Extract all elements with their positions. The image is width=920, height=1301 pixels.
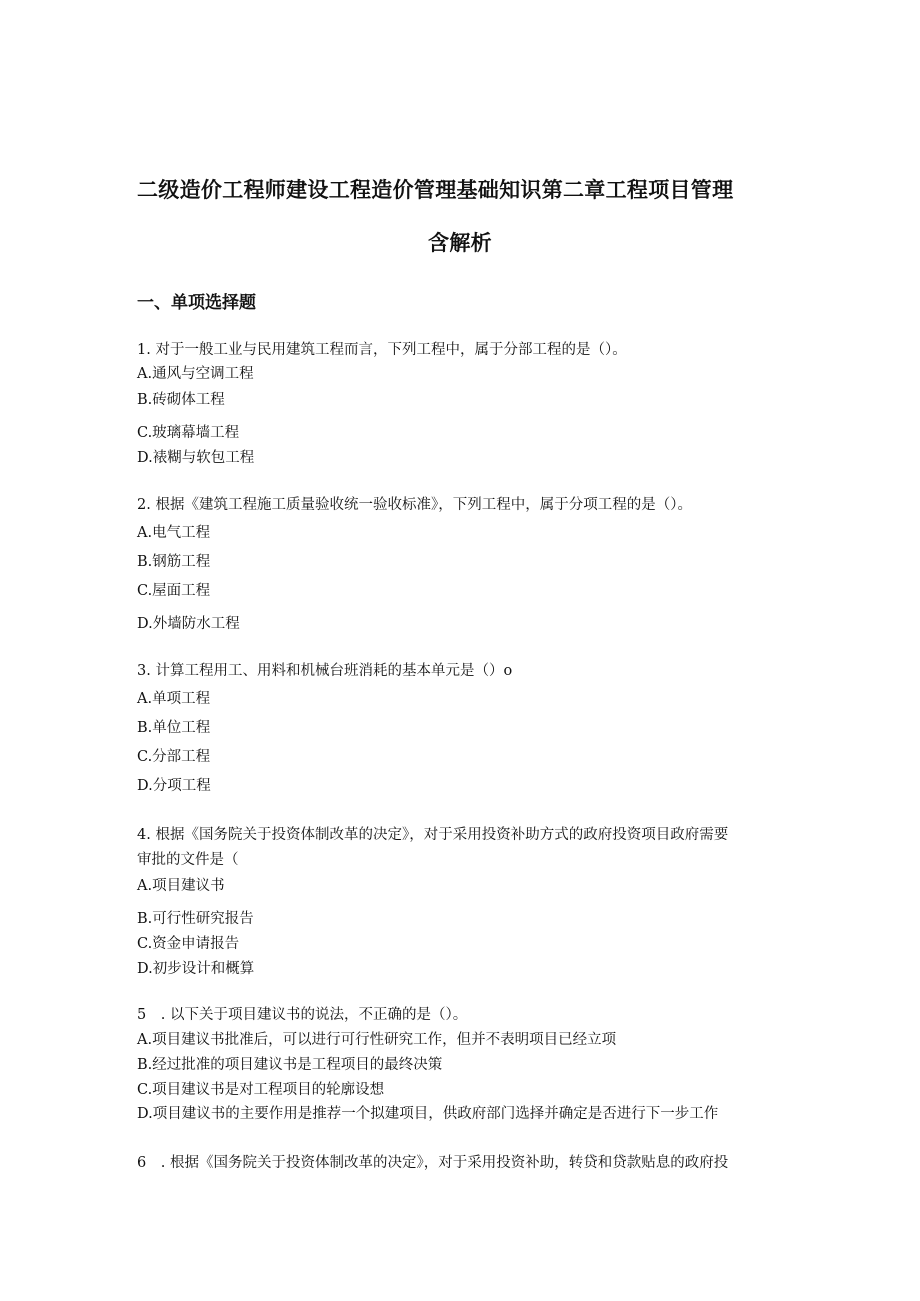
question-3-stem: 3. 计算工程用工、用料和机械台班消耗的基本单元是（）o: [137, 663, 513, 679]
question-5-option-c: C.项目建议书是对工程项目的轮廓设想: [137, 1082, 385, 1098]
question-1-option-b: B.砖砌体工程: [137, 392, 225, 408]
section-heading: 一、单项选择题: [137, 293, 256, 313]
question-2-option-d: D.外墙防水工程: [137, 616, 240, 632]
question-5-option-d: D.项目建议书的主要作用是推荐一个拟建项目，供政府部门选择并确定是否进行下一步工作: [137, 1106, 719, 1122]
question-4-stem: 4. 根据《国务院关于投资体制改革的决定》，对于采用投资补助方式的政府投资项目政府需要: [137, 827, 729, 843]
question-1-option-c: C.玻璃幕墙工程: [137, 425, 240, 441]
question-5-option-b: B.经过批准的项目建议书是工程项目的最终决策: [137, 1057, 443, 1073]
question-5-stem: 5 . 以下关于项目建议书的说法，不正确的是（）。: [137, 1007, 468, 1023]
question-3-option-b: B.单位工程: [137, 720, 211, 736]
question-3-option-a: A.单项工程: [137, 691, 211, 707]
document-title-line-2: 含解析: [428, 231, 492, 255]
question-3-option-c: C.分部工程: [137, 749, 211, 765]
question-1-option-a: A.通风与空调工程: [137, 366, 254, 382]
question-2-option-c: C.屋面工程: [137, 583, 211, 599]
question-2-option-a: A.电气工程: [137, 525, 211, 541]
question-4-option-d: D.初步设计和概算: [137, 961, 255, 977]
question-1-option-d: D.裱糊与软包工程: [137, 450, 255, 466]
question-4-option-b: B.可行性研究报告: [137, 911, 254, 927]
question-4-option-c: C.资金申请报告: [137, 936, 240, 952]
question-1-stem: 1. 对于一般工业与民用建筑工程而言，下列工程中，属于分部工程的是（）。: [137, 342, 627, 358]
question-4-option-a: A.项目建议书: [137, 878, 225, 894]
question-2-option-b: B.钢筋工程: [137, 554, 211, 570]
question-6-stem: 6 . 根据《国务院关于投资体制改革的决定》，对于采用投资补助，转贷和贷款贴息的政府投: [137, 1155, 729, 1171]
question-5-option-a: A.项目建议书批准后，可以进行可行性研究工作，但并不表明项目已经立项: [137, 1032, 617, 1048]
question-4-stem-continued: 审批的文件是（: [137, 852, 239, 868]
question-2-stem: 2. 根据《建筑工程施工质量验收统一验收标准》，下列工程中，属于分项工程的是（）。: [137, 497, 692, 513]
document-title-line-1: 二级造价工程师建设工程造价管理基础知识第二章工程项目管理: [137, 178, 734, 202]
question-3-option-d: D.分项工程: [137, 778, 211, 794]
